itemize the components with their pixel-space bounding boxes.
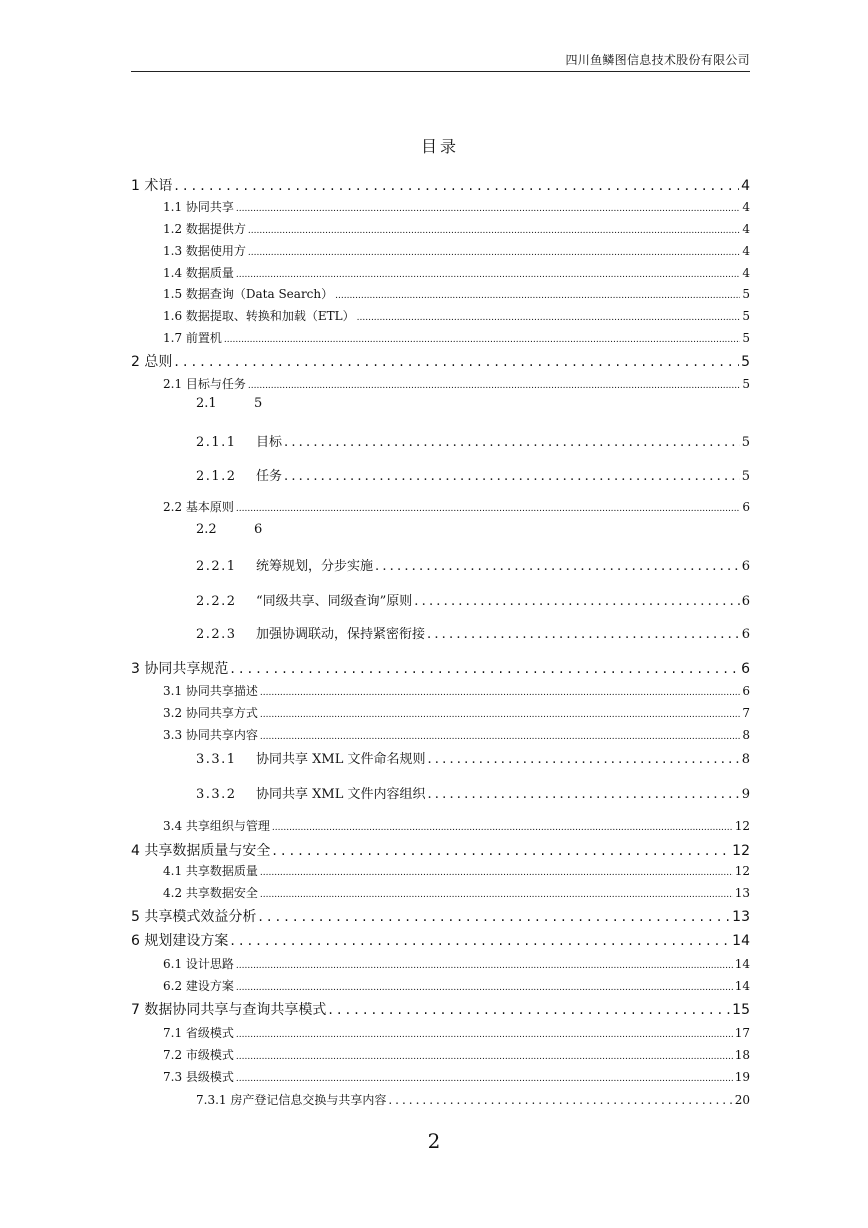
toc-dot-leader <box>248 248 740 258</box>
toc-entry-page: 8 <box>741 752 750 767</box>
toc-entry-label <box>196 431 282 450</box>
toc-entry-lvl3[interactable] <box>196 555 750 575</box>
toc-entry-page: 5 <box>741 469 750 484</box>
toc-entry-label: 1.2 数据提供方 <box>163 222 246 236</box>
toc-entry-lvl2[interactable] <box>163 285 750 303</box>
toc-dot-leader <box>427 752 739 767</box>
toc-dot-leader <box>236 504 740 514</box>
toc-entry-label <box>196 590 412 609</box>
toc-dot-leader <box>230 933 730 949</box>
toc-entry-number: 2.2.2 <box>196 594 237 609</box>
toc-entry-label: 1.6 数据提取、转换和加载（ETL） <box>163 309 355 323</box>
toc-entry-lvl2[interactable] <box>163 242 750 260</box>
toc-entry-number: 2.1.2 <box>196 469 237 484</box>
toc-entry-label: 7.3.1 房产登记信息交换与共享内容 <box>196 1093 387 1107</box>
toc-entry-label: 1.5 数据查询（Data Search） <box>163 287 334 301</box>
toc-entry-lvl1[interactable] <box>131 175 750 195</box>
toc-dot-leader <box>260 688 740 698</box>
toc-entry-label <box>196 748 425 767</box>
toc-entry-label: 7.1 省级模式 <box>163 1026 234 1040</box>
toc-dot-leader <box>388 1093 732 1107</box>
toc-entry-text: 任务 <box>256 469 283 484</box>
toc-entry-page: 5 <box>741 435 750 450</box>
toc-entry-lvl2[interactable] <box>163 726 750 744</box>
toc-entry-label: 1.1 协同共享 <box>163 200 234 214</box>
toc-entry-page: 4 <box>742 200 750 214</box>
toc-entry-label: 4.2 共享数据安全 <box>163 886 258 900</box>
toc-entry-lvl2[interactable] <box>163 264 750 282</box>
toc-entry-page: 5 <box>742 309 750 323</box>
toc-dot-leader <box>248 226 740 236</box>
toc-entry-page: 5 <box>741 354 750 370</box>
toc-entry-lvl2[interactable] <box>163 329 750 347</box>
toc-entry-lvl2[interactable] <box>163 1046 750 1064</box>
toc-dot-leader <box>258 909 730 925</box>
toc-entry-lvl2[interactable] <box>163 1068 750 1086</box>
toc-entry-label: 3.4 共享组织与管理 <box>163 819 270 833</box>
toc-entry-label <box>196 623 425 642</box>
toc-entry-page: 5 <box>742 287 750 301</box>
toc-entry-page: 4 <box>742 222 750 236</box>
toc-entry-page: 6 <box>741 661 750 677</box>
toc-entry-text: 加强协调联动，保持紧密衔接 <box>256 627 426 642</box>
toc-entry-lvl2[interactable] <box>163 307 750 325</box>
toc-entry-number: 2.1 <box>196 396 217 411</box>
toc-entry-page: 12 <box>732 843 750 859</box>
toc-entry-label: 3.3 协同共享内容 <box>163 728 258 742</box>
toc-dot-leader <box>236 204 740 214</box>
toc-dot-leader <box>357 313 741 323</box>
toc-entry-page: 6 <box>741 627 750 642</box>
toc-dot-leader <box>248 381 740 391</box>
toc-entry-lvl2[interactable] <box>163 198 750 216</box>
toc-entry-lvl1[interactable] <box>131 906 750 926</box>
toc-entry-label: 4 共享数据质量与安全 <box>131 843 271 859</box>
toc-dot-leader <box>236 1052 733 1062</box>
toc-entry-number: 2.2 <box>196 522 217 537</box>
toc-dot-leader <box>260 890 733 900</box>
toc-dot-leader <box>230 661 739 677</box>
toc-entry-lvl3c[interactable] <box>196 1091 750 1109</box>
toc-entry-number: 3.3.1 <box>196 752 237 767</box>
toc-entry-number: 2.2.3 <box>196 627 237 642</box>
toc-entry-page: 12 <box>734 864 750 878</box>
toc-entry-label: 1.4 数据质量 <box>163 266 234 280</box>
toc-entry-page: 5 <box>742 331 750 345</box>
toc-dot-leader <box>174 178 739 194</box>
toc-entry-label: 6.2 建设方案 <box>163 979 234 993</box>
toc-dot-leader <box>427 787 739 802</box>
toc-entry-page: 6 <box>742 684 750 698</box>
toc-entry-page: 5 <box>742 377 750 391</box>
toc-entry-lvl2[interactable] <box>163 375 750 393</box>
toc-entry-label <box>196 555 373 574</box>
toc-entry-label: 1 术语 <box>131 178 173 194</box>
toc-entry-label: 7 数据协同共享与查询共享模式 <box>131 1002 327 1018</box>
toc-entry-label: 5 共享模式效益分析 <box>131 909 257 925</box>
toc-entry-label: 7.3 县级模式 <box>163 1070 234 1084</box>
toc-dot-leader <box>236 270 740 280</box>
toc-entry-lvl2[interactable] <box>163 220 750 238</box>
toc-entry-page: 6 <box>742 500 750 514</box>
toc-entry-page: 4 <box>742 266 750 280</box>
toc-entry-lvl2[interactable] <box>163 955 750 973</box>
toc-entry-label: 2.1 目标与任务 <box>163 377 246 391</box>
toc-dot-leader <box>272 843 730 859</box>
toc-dot-leader <box>375 559 740 574</box>
toc-entry-lvl2[interactable] <box>163 817 750 835</box>
toc-entry-page: 15 <box>732 1002 750 1018</box>
toc-entry-label: 1.7 前置机 <box>163 331 222 345</box>
toc-entry-page: 6 <box>254 522 263 537</box>
toc-dot-leader <box>236 1074 733 1084</box>
toc-dot-leader <box>260 732 740 742</box>
toc-dot-leader <box>284 469 740 484</box>
toc-subheading <box>196 522 262 537</box>
toc-entry-lvl1[interactable] <box>131 840 750 860</box>
toc-entry-page: 18 <box>734 1048 750 1062</box>
toc-entry-label: 4.1 共享数据质量 <box>163 864 258 878</box>
toc-dot-leader <box>414 594 739 609</box>
toc-entry-page: 8 <box>742 728 750 742</box>
toc-entry-lvl1[interactable] <box>131 658 750 678</box>
toc-entry-label: 3.1 协同共享描述 <box>163 684 258 698</box>
toc-entry-page: 13 <box>732 909 750 925</box>
toc-entry-lvl3[interactable] <box>196 783 750 803</box>
toc-entry-page: 4 <box>741 178 750 194</box>
toc-dot-leader <box>272 823 733 833</box>
toc-dot-leader <box>260 710 740 720</box>
toc-entry-lvl2[interactable] <box>163 704 750 722</box>
toc-entry-page: 19 <box>734 1070 750 1084</box>
toc-dot-leader <box>236 983 733 993</box>
toc-entry-page: 9 <box>741 787 750 802</box>
toc-entry-lvl1[interactable] <box>131 351 750 371</box>
toc-entry-page: 12 <box>734 819 750 833</box>
toc-entry-label: 2.2 基本原则 <box>163 500 234 514</box>
toc-entry-label: 2 总则 <box>131 354 173 370</box>
toc-entry-label: 3.2 协同共享方式 <box>163 706 258 720</box>
toc-subheading <box>196 396 262 411</box>
toc-title: 目录 <box>420 137 459 156</box>
toc-entry-page: 17 <box>734 1026 750 1040</box>
toc-entry-text: 目标 <box>256 435 283 450</box>
page-number: 2 <box>427 1129 441 1153</box>
toc-entry-lvl2[interactable] <box>163 977 750 995</box>
toc-entry-page: 20 <box>734 1093 750 1107</box>
toc-entry-lvl2[interactable] <box>163 498 750 516</box>
toc-entry-lvl3[interactable] <box>196 623 750 643</box>
toc-entry-lvl3[interactable] <box>196 431 750 451</box>
toc-dot-leader <box>335 291 740 301</box>
toc-entry-text: “同级共享、同级查询”原则 <box>256 594 413 609</box>
toc-entry-page: 5 <box>254 396 263 411</box>
toc-entry-text: 协同共享 XML 文件内容组织 <box>256 787 426 802</box>
toc-entry-label <box>196 783 425 802</box>
toc-entry-label: 3 协同共享规范 <box>131 661 229 677</box>
toc-entry-label: 6 规划建设方案 <box>131 933 229 949</box>
toc-entry-number: 2.2.1 <box>196 559 237 574</box>
toc-entry-page: 7 <box>742 706 750 720</box>
toc-entry-text: 统筹规划，分步实施 <box>256 559 374 574</box>
toc-entry-label: 7.2 市级模式 <box>163 1048 234 1062</box>
toc-dot-leader <box>224 335 740 345</box>
toc-entry-label: 6.1 设计思路 <box>163 957 234 971</box>
toc-entry-page: 6 <box>741 594 750 609</box>
toc-entry-page: 14 <box>734 957 750 971</box>
toc-entry-label <box>196 465 282 484</box>
toc-entry-lvl3[interactable] <box>196 748 750 768</box>
toc-entry-page: 14 <box>734 979 750 993</box>
toc-entry-number: 2.1.1 <box>196 435 237 450</box>
toc-entry-number: 3.3.2 <box>196 787 237 802</box>
toc-entry-lvl2[interactable] <box>163 682 750 700</box>
toc-entry-lvl2[interactable] <box>163 1024 750 1042</box>
toc-entry-lvl1[interactable] <box>131 999 750 1019</box>
toc-entry-lvl3[interactable] <box>196 465 750 485</box>
toc-entry-page: 4 <box>742 244 750 258</box>
toc-dot-leader <box>260 868 733 878</box>
toc-entry-lvl3[interactable] <box>196 590 750 610</box>
toc-dot-leader <box>284 435 740 450</box>
toc-dot-leader <box>174 354 739 370</box>
toc-dot-leader <box>328 1002 730 1018</box>
toc-dot-leader <box>427 627 740 642</box>
toc-dot-leader <box>236 961 733 971</box>
toc-entry-text: 协同共享 XML 文件命名规则 <box>256 752 426 767</box>
toc-entry-page: 14 <box>732 933 750 949</box>
header-company-name: 四川鱼鳞图信息技术股份有限公司 <box>565 53 750 67</box>
toc-entry-label: 1.3 数据使用方 <box>163 244 246 258</box>
toc-entry-lvl2[interactable] <box>163 884 750 902</box>
toc-dot-leader <box>236 1030 733 1040</box>
toc-entry-lvl1[interactable] <box>131 930 750 950</box>
toc-entry-page: 6 <box>741 559 750 574</box>
toc-entry-page: 13 <box>734 886 750 900</box>
toc-entry-lvl2[interactable] <box>163 862 750 880</box>
